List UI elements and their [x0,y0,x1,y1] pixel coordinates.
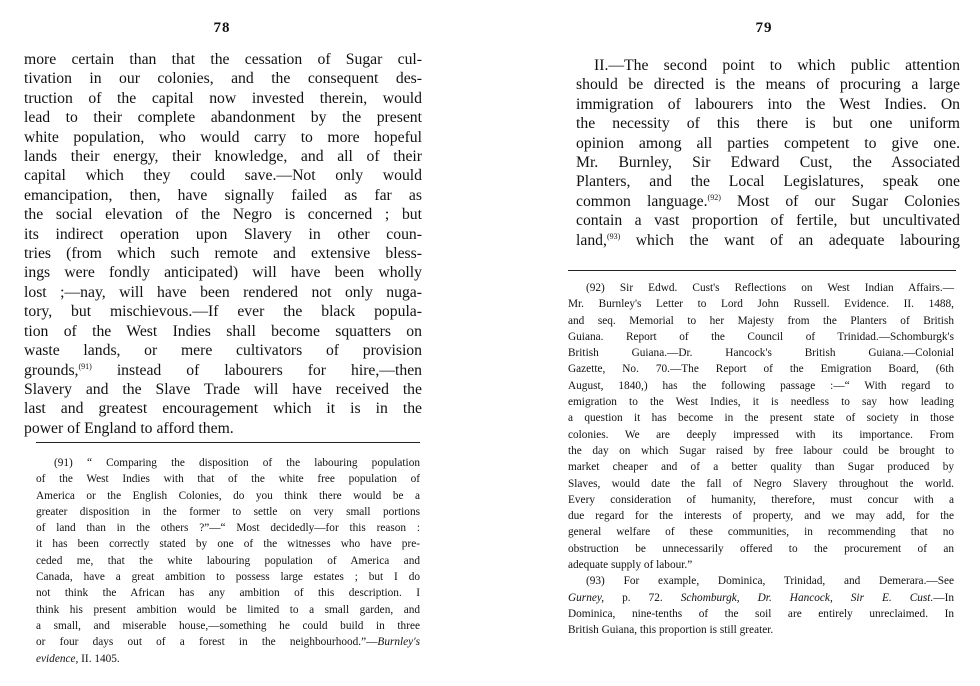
text-fragment: common language. [576,192,708,210]
footnote-line: Mr. Burnley's Letter to Lord John Russell. Evidence. II. 1488, [568,298,954,311]
text-line: tivation in our colonies, and the consequent des- [24,70,422,88]
citation-source: evidence, [36,652,79,665]
footnote-line: of the West Indies with that of the white free population of [36,473,420,486]
text-line: ings were fondly anticipated) will have been wholly [24,264,422,282]
footnote-line: America or the English Colonies, do you think there would be a [36,489,420,502]
footnote-line: of land than in the others ?”—“ Most decidedly—for this reason : [36,522,420,535]
footnotes-left [36,455,420,667]
footnote-divider [36,442,420,443]
text-line: tries (from which such remote and extensive bless- [24,245,422,263]
footnote-line: colonies. We are deeply impressed with its importance. From [568,428,954,441]
text-line: II.—The second point to which public attention [594,57,960,74]
footnote-91 [36,455,420,667]
text-line: the necessity of this there is but one uniform [576,115,960,133]
text-line: lands their energy, their knowledge, and all of their [24,148,422,166]
footnote-line: Gazette, No. 70.—The Report of the Emigration Board, (6th [568,363,954,376]
footnote-line: a question it has become in the present state of society in those [568,412,954,425]
text-fragment: or four days out of a forest in the neighbourhood.”— [36,636,378,649]
text-line: more certain than that the cessation of Sugar cul- [24,51,422,68]
text-fragment: land, [576,231,607,249]
text-fragment: instead of labourers for hire,—then [91,361,422,379]
footnote-line: Guiana. Report of the Council of Trinidad.—Schomburgk's [568,330,954,343]
footnote-line: (93) For example, Dominica, Trinidad, and Demerara.—See [586,575,954,588]
text-line: contain a vast proportion of fertile, but uncultivated [576,212,960,230]
page-number-left: 78 [213,20,231,36]
footnote-ref-91[interactable]: (91) [78,361,92,371]
text-line: Slavery and the Slave Trade will have received the [24,380,422,398]
text-fragment: which the want of an adequate labouring [620,231,960,249]
text-line: the social elevation of the Negro is concerned ; but [24,206,422,224]
footnote-92 [568,280,954,573]
right-page [568,0,960,686]
footnote-line: due regard for the interests of property, and we may add, for the [568,510,954,523]
text-line: immigration of labourers into the West Indies. On [576,95,960,113]
footnote-line: not think the African has any ambition of this description. I [36,587,420,600]
citation-source: Burnley's [377,636,420,649]
footnote-line [36,651,420,667]
text-fragment: grounds, [24,361,79,379]
footnote-line: Every consideration of humanity, therefore, must concur with a [568,493,954,506]
footnote-line: a small, and miserable house,—something he could build in three [36,619,420,632]
footnote-line: British Guiana.—Dr. Hancock's British Guiana.—Colonial [568,347,954,360]
page-number-right: 79 [755,20,773,36]
text-fragment: II. 1405. [78,652,120,665]
footnote-line: general welfare of these communities, in recommending that no [568,526,954,539]
text-line: truction of the capital now invested therein, would [24,89,422,107]
citation-source: Gurney, [568,591,605,604]
text-line: last and greatest encouragement which it is in the [24,400,422,418]
footnote-line [36,634,420,650]
left-body-text [24,50,422,438]
text-line [24,361,422,380]
footnotes-right [568,280,954,639]
footnote-line [568,590,954,606]
footnote-line: and seq. Memorial to her Majesty from the Planters of British [568,314,954,327]
footnote-line: think his present ambition would be limited to a small garden, and [36,603,420,616]
text-line: capital which they could save.—Not only would [24,167,422,185]
text-fragment: Most of our Sugar Colonies [720,192,960,210]
footnote-line: it has been correctly stated by one of the witnesses who have pre- [36,538,420,551]
footnote-line: ceded me, that the white labouring population of America and [36,554,420,567]
left-page [22,0,422,686]
footnote-line: (92) Sir Edwd. Cust's Reflections on West Indian Affairs.— [586,282,954,294]
text-line: white population, who would carry to more hopeful [24,128,422,146]
footnote-line: the day on which Sugar raised by free labour could be brought to [568,444,954,457]
footnote-line: emigration to the West Indies, it is needless to say how leading [568,396,954,409]
citation-source: Schomburgk, Dr. Hancock, Sir E. Cust. [680,591,934,604]
footnote-line: Dominica, nine-tenths of the soil are entirely unreclaimed. In [568,607,954,620]
text-line: Mr. Burnley, Sir Edward Cust, the Associated [576,154,960,172]
footnote-line: adequate supply of labour.” [568,559,693,572]
footnote-ref-93[interactable]: (93) [606,231,621,241]
footnote-divider [568,270,956,271]
footnote-line: market cheaper and of a better quality than Sugar produced by [568,461,954,474]
right-body-text [576,56,960,250]
text-line: emancipation, then, have signally failed as far as [24,186,422,204]
text-fragment: p. 72. [604,591,681,604]
text-line: its indirect operation upon Slavery in other coun- [24,225,422,243]
text-line: tion of the West Indies shall become squatters on [24,322,422,340]
footnote-ref-92[interactable]: (92) [707,192,721,202]
text-line [576,192,960,211]
text-line: power of England to afford them. [24,419,234,437]
footnote-line: Canada, have a great ambition to possess large estates ; but I do [36,571,420,584]
text-line: lost ;—nay, will have been rendered not only nuga- [24,283,422,301]
text-line: lead to their complete abandonment by the present [24,109,422,127]
text-line: Planters, and the Local Legislatures, speak one [576,173,960,191]
footnote-line: greater disposition in the former to settle on very small portions [36,505,420,518]
text-line: opinion among all parties competent to give one. [576,134,960,152]
footnote-line: August, 1840,) has the following passage :—“ With regard to [568,379,954,392]
text-line [576,231,960,250]
footnote-line: (91) “ Comparing the disposition of the labouring population [54,457,420,469]
footnote-line: obstruction be unnecessarily offered to the procurement of an [568,542,954,555]
footnote-93 [568,573,954,638]
text-line: tory, but mischievous.—If ever the black popula- [24,303,422,321]
text-line: waste lands, or mere cultivators of provision [24,342,422,360]
text-line: should be directed is the means of procuring a large [576,76,960,94]
text-fragment: —In [933,591,954,604]
footnote-line: British Guiana, this proportion is still greater. [568,624,774,637]
footnote-line: Slaves, would date the fall of Negro Slavery throughout the world. [568,477,954,490]
